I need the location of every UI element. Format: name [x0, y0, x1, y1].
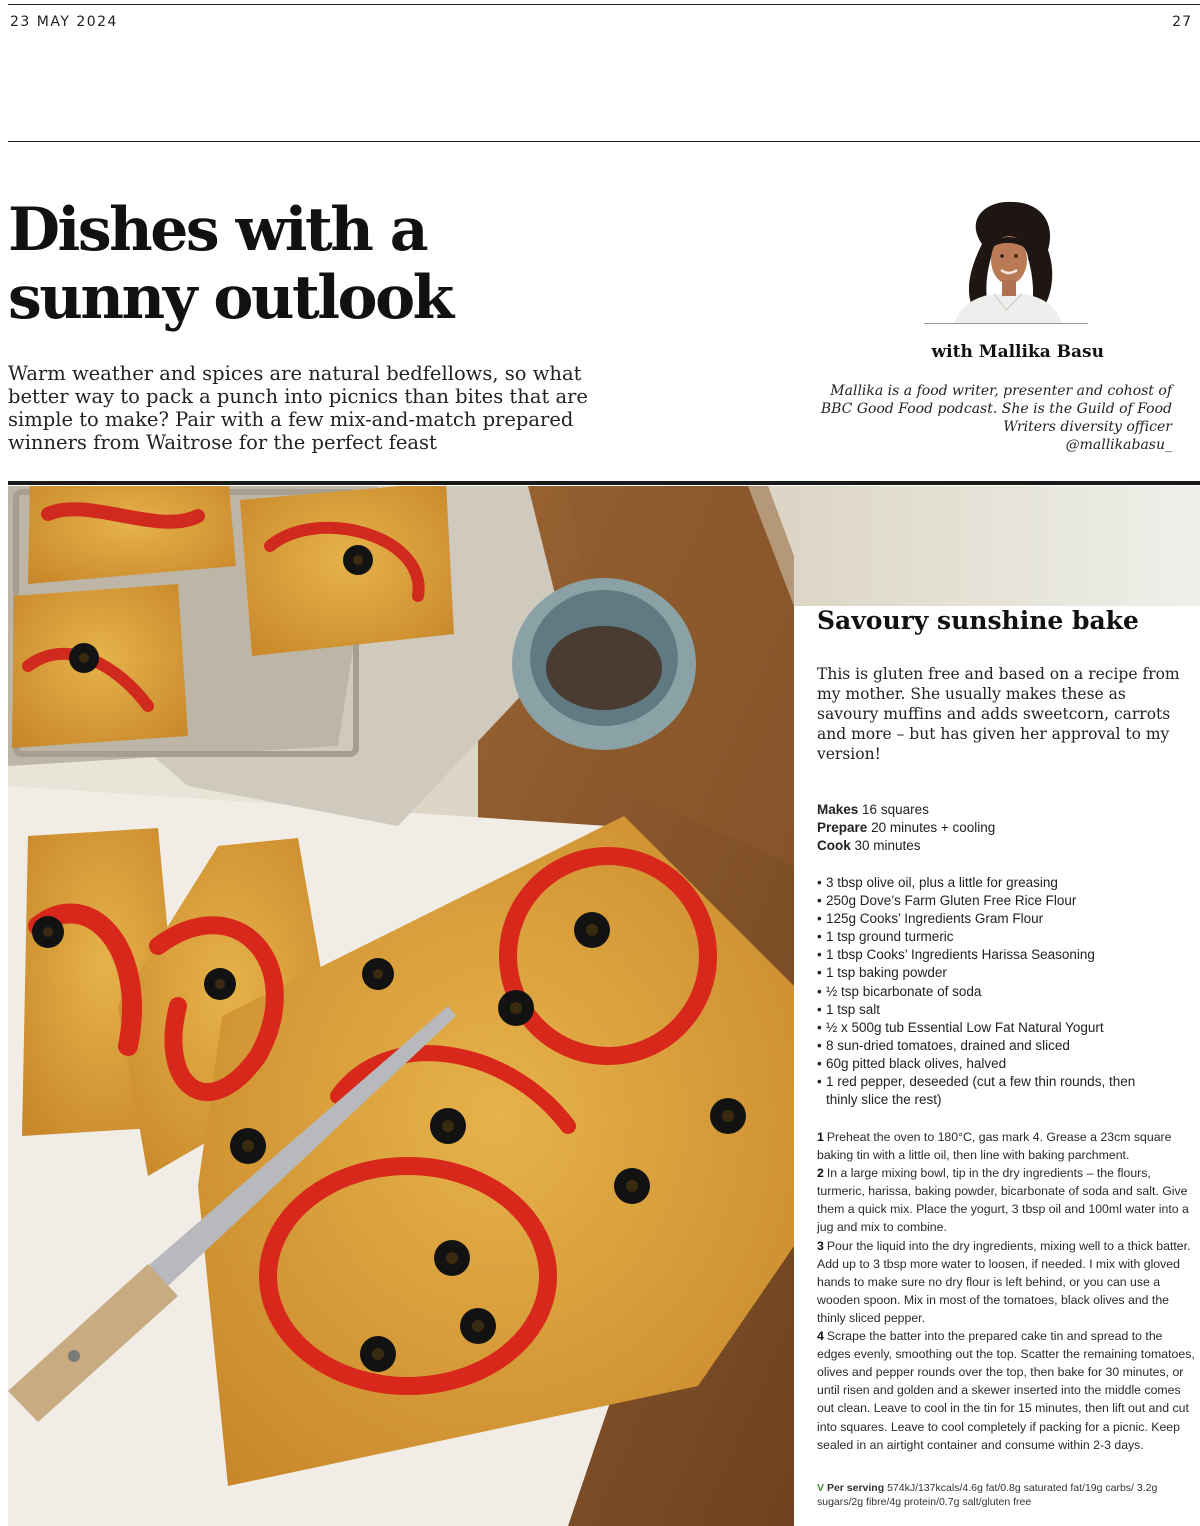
ingredient-item: • 1 red pepper, deseeded (cut a few thin rounds, then thinly slice the rest)	[817, 1073, 1157, 1109]
vegetarian-mark: V	[817, 1482, 825, 1494]
makes-label: Makes	[817, 802, 859, 817]
method-step	[817, 1128, 1195, 1164]
nutrition-info	[817, 1481, 1177, 1509]
prepare-value: 20 minutes + cooling	[871, 820, 996, 835]
ingredient-item: • ½ tsp bicarbonate of soda	[817, 983, 1157, 1001]
ingredient-item: • 1 tbsp Cooks’ Ingredients Harissa Seasoning	[817, 946, 1157, 964]
method-step	[817, 1327, 1195, 1454]
step-text: Pour the liquid into the dry ingredients, mixing well to a thick batter. Add up to 3 tbsp more water to loosen, if needed. I mix with gloved hands to make sure no dry flour is left behind, or you can use a wooden spoon. Mix in most of the tomatoes, black olives and the thinly sliced pepper.	[817, 1238, 1191, 1325]
step-number: 4	[817, 1329, 824, 1344]
issue-date: 23 MAY 2024	[10, 14, 118, 30]
ingredient-item: • 1 tsp baking powder	[817, 964, 1157, 982]
top-rule	[8, 4, 1200, 5]
method	[817, 1128, 1195, 1454]
portrait-rule	[924, 323, 1088, 324]
standfirst: Warm weather and spices are natural bedfellows, so what better way to pack a punch into picnics than bites that are simple to make? Pair with a few mix-and-match prepared winners from Waitrose for the perfect feast	[8, 362, 588, 454]
section-rule	[8, 141, 1200, 142]
recipe-title: Savoury sunshine bake	[817, 606, 1139, 635]
method-step	[817, 1237, 1195, 1327]
author-bio	[810, 382, 1176, 454]
ingredient-item: • 3 tbsp olive oil, plus a little for greasing	[817, 874, 1157, 892]
makes-value: 16 squares	[862, 802, 929, 817]
step-text: Scrape the batter into the prepared cake tin and spread to the edges evenly, smoothing out the top. Scatter the remaining tomatoes, olives and pepper rounds over the top, then bake for 30 minutes, or until risen and golden and a skewer inserted into the middle comes out clean. Leave to cool in the tin for 15 minutes, then lift out and cut into squares. Leave to cool completely if packing for a picnic. Keep sealed in an airtight container and consume within 2-3 days.	[817, 1329, 1195, 1452]
ingredient-item: • 8 sun-dried tomatoes, drained and sliced	[817, 1037, 1157, 1055]
headline: Dishes with a sunny outlook	[8, 195, 452, 333]
cook-label: Cook	[817, 838, 851, 853]
nutrition-text: 574kJ/137kcals/4.6g fat/0.8g saturated fat/19g carbs/ 3.2g sugars/2g fibre/4g protein/0.7g salt/gluten free	[817, 1482, 1158, 1508]
heavy-rule	[8, 481, 1200, 485]
ingredient-item: • 60g pitted black olives, halved	[817, 1055, 1157, 1073]
cook-value: 30 minutes	[854, 838, 921, 853]
ingredient-item: • 125g Cooks’ Ingredients Gram Flour	[817, 910, 1157, 928]
step-text: Preheat the oven to 180°C, gas mark 4. Grease a 23cm square baking tin with a little oil, then line with baking parchment.	[817, 1130, 1172, 1163]
step-number: 2	[817, 1166, 824, 1181]
ingredient-list	[817, 874, 1157, 1109]
ingredient-item: • 250g Dove’s Farm Gluten Free Rice Flour	[817, 892, 1157, 910]
ingredient-item: • ½ x 500g tub Essential Low Fat Natural Yogurt	[817, 1019, 1157, 1037]
step-number: 3	[817, 1238, 824, 1253]
page-number: 27	[1172, 14, 1192, 30]
ingredient-item: • 1 tsp ground turmeric	[817, 928, 1157, 946]
author-portrait	[924, 198, 1088, 324]
recipe-intro: This is gluten free and based on a recipe from my mother. She usually makes these as savoury muffins and adds sweetcorn, carrots and more – but has given her approval to my version!	[817, 665, 1180, 763]
step-text: In a large mixing bowl, tip in the dry ingredients – the flours, turmeric, harissa, baking powder, bicarbonate of soda and salt. Give them a quick mix. Place the yogurt, 3 tbsp oil and 100ml water into a jug and mix to combine.	[817, 1166, 1189, 1235]
photo-side-bg	[794, 486, 1200, 606]
author-byline: with Mallika Basu	[931, 342, 1104, 362]
ingredient-item: • 1 tsp salt	[817, 1001, 1157, 1019]
recipe-photo	[8, 486, 794, 1526]
recipe-meta	[817, 801, 1177, 855]
step-number: 1	[817, 1130, 824, 1144]
prepare-label: Prepare	[817, 820, 868, 835]
nutrition-label: Per serving	[826, 1482, 885, 1494]
author-handle: @mallikabasu_	[1065, 437, 1172, 453]
author-bio-text: Mallika is a food writer, presenter and cohost of BBC Good Food podcast. She is the Guild of Food Writers diversity officer	[820, 383, 1172, 435]
method-step	[817, 1164, 1195, 1236]
